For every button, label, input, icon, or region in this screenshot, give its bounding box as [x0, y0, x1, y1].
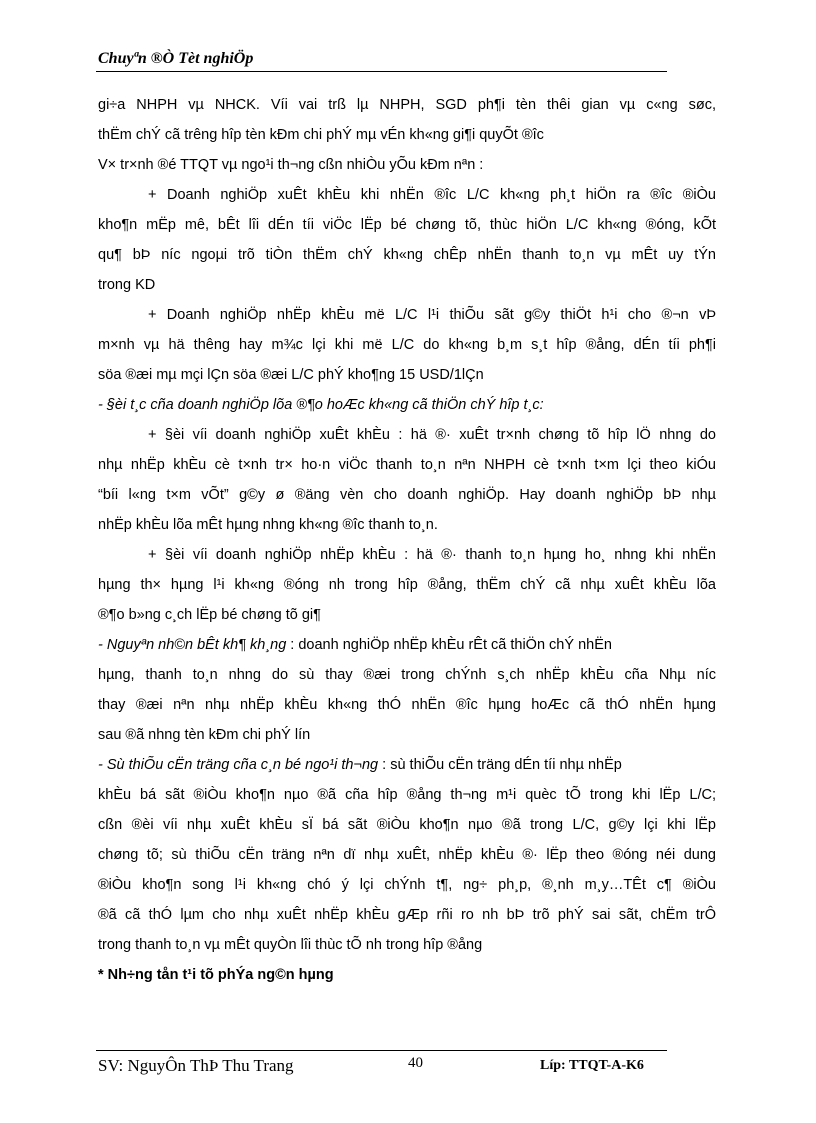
paragraph-line: kho¶n mËp mê, bÊt lîi dÉn tíi viÖc lËp bé chøng tõ, thùc hiÖn L/C kh«ng ®óng, kÕt: [98, 217, 716, 233]
header-rule: [96, 71, 667, 72]
paragraph-line: nhËp khÈu lõa mÊt hµng nhng kh«ng ®îc thanh to¸n.: [98, 517, 438, 533]
paragraph-line: + Doanh nghiÖp nhËp khÈu më L/C l¹i thiÕu sãt g©y thiÖt h¹i cho ®¬n vÞ: [148, 307, 716, 323]
footer-student: SV: NguyÔn ThÞ Thu Trang: [98, 1056, 294, 1075]
paragraph-line: gi÷a NHPH vµ NHCK. Víi vai trß lµ NHPH, SGD ph¶i tèn thêi gian vµ c«ng søc,: [98, 97, 716, 113]
paragraph-line: cßn ®èi víi nhµ xuÊt khÈu sÏ bá sãt ®iÒu kho¶n nµo ®ã trong L/C, g©y lçi khi lËp: [98, 817, 716, 833]
paragraph-line: trong thanh to¸n vµ mÊt quyÒn lîi thùc tÕ nh trong hîp ®ång: [98, 937, 483, 953]
inline-text: : doanh nghiÖp nhËp khÈu rÊt cã thiÖn chÝ nhËn: [286, 637, 612, 653]
footer-rule: [96, 1050, 667, 1051]
paragraph-line: V× tr×nh ®é TTQT vµ ngo¹i th¬ng cßn nhiÒu yÕu kÐm nªn :: [98, 157, 484, 173]
paragraph-line: khÈu bá sãt ®iÒu kho¶n nµo ®ã cña hîp ®ång th¬ng m¹i quèc tÕ trong khi lËp L/C;: [98, 787, 716, 803]
paragraph-line: ®¶o b»ng c¸ch lËp bé chøng tõ gi¶: [98, 607, 321, 623]
paragraph-line: thay ®æi nªn nhµ nhËp khÈu kh«ng thÓ nhËn ®îc hµng hoÆc cã thÓ nhËn hµng: [98, 697, 716, 713]
paragraph-line: sau ®ã nhng tèn kÐm chi phÝ lín: [98, 727, 311, 743]
inline-heading: - Sù thiÕu cËn träng cña c¸n bé ngo¹i th¬ng: [98, 757, 379, 773]
paragraph-line: söa ®æi mµ mçi lÇn söa ®æi L/C phÝ kho¶ng 15 USD/1lÇn: [98, 367, 484, 383]
footer-class: Líp: TTQT-A-K6: [540, 1058, 644, 1073]
paragraph-line: [98, 630, 716, 660]
paragraph-line: + Doanh nghiÖp xuÊt khÈu khi nhËn ®îc L/C kh«ng ph¸t hiÖn ra ®îc ®iÒu: [148, 187, 716, 203]
section-heading-bold: * Nh÷ng tån t¹i tõ phÝa ng©n hµng: [98, 967, 334, 983]
paragraph-line: hµng th× hµng l¹i kh«ng ®óng nh trong hîp ®ång, thËm chÝ cã nhµ xuÊt khÈu lõa: [98, 577, 716, 593]
paragraph-line: ®ã cã thÓ lµm cho nhµ xuÊt nhËp khÈu gÆp rñi ro nh bÞ trõ phÝ sai sãt, chËm trÔ: [98, 907, 716, 923]
paragraph-line: qu¶ bÞ níc ngoµi trõ tiÒn thËm chÝ kh«ng chÊp nhËn thanh to¸n vµ mÊt uy tÝn: [98, 247, 716, 263]
body-text: [98, 90, 716, 990]
inline-heading: - Nguyªn nh©n bÊt kh¶ kh¸ng: [98, 637, 287, 653]
paragraph-line: m×nh vµ hä thêng hay m¾c lçi khi më L/C do kh«ng b¸m s¸t hîp ®ång, dÉn tíi ph¶i: [98, 337, 716, 353]
paragraph-line: + §èi víi doanh nghiÖp nhËp khÈu : hä ®· thanh to¸n hµng ho¸ nhng khi nhËn: [148, 547, 716, 563]
paragraph-line: chøng tõ; sù thiÕu cËn träng nªn dï nhµ xuÊt, nhËp khÈu ®· lËp theo ®óng néi dung: [98, 847, 716, 863]
section-heading: - §èi t¸c cña doanh nghiÖp lõa ®¶o hoÆc kh«ng cã thiÖn chÝ hîp t¸c:: [98, 397, 544, 413]
paragraph-line: hµng, thanh to¸n nhng do sù thay ®æi trong chÝnh s¸ch nhËp khÈu cña Nhµ níc: [98, 667, 716, 683]
paragraph-line: ®iÒu kho¶n song l¹i kh«ng chó ý lçi chÝnh t¶, ng÷ ph¸p, ®¸nh m¸y…TÊt c¶ ®iÒu: [98, 877, 716, 893]
paragraph-line: trong KD: [98, 277, 156, 293]
paragraph-line: thËm chÝ cã trêng hîp tèn kÐm chi phÝ mµ vÉn kh«ng gi¶i quyÕt ®îc: [98, 127, 544, 143]
paragraph-line: nhµ nhËp khÈu cè t×nh tr× ho·n viÖc thanh to¸n nªn NHPH cè t×nh t×m lçi theo kiÓu: [98, 457, 716, 473]
paragraph-line: [98, 750, 716, 780]
paragraph-line: “bíi l«ng t×m vÕt” g©y ø ®äng vèn cho doanh nghiÖp. Hay doanh nghiÖp bÞ nhµ: [98, 487, 716, 503]
paragraph-line: + §èi víi doanh nghiÖp xuÊt khÈu : hä ®· xuÊt tr×nh chøng tõ hîp lÖ nhng do: [148, 427, 716, 443]
header-title: Chuyªn ®Ò Tèt nghiÖp: [98, 50, 254, 67]
page-number: 40: [408, 1055, 423, 1071]
inline-text: : sù thiÕu cËn träng dÉn tíi nhµ nhËp: [378, 757, 622, 773]
